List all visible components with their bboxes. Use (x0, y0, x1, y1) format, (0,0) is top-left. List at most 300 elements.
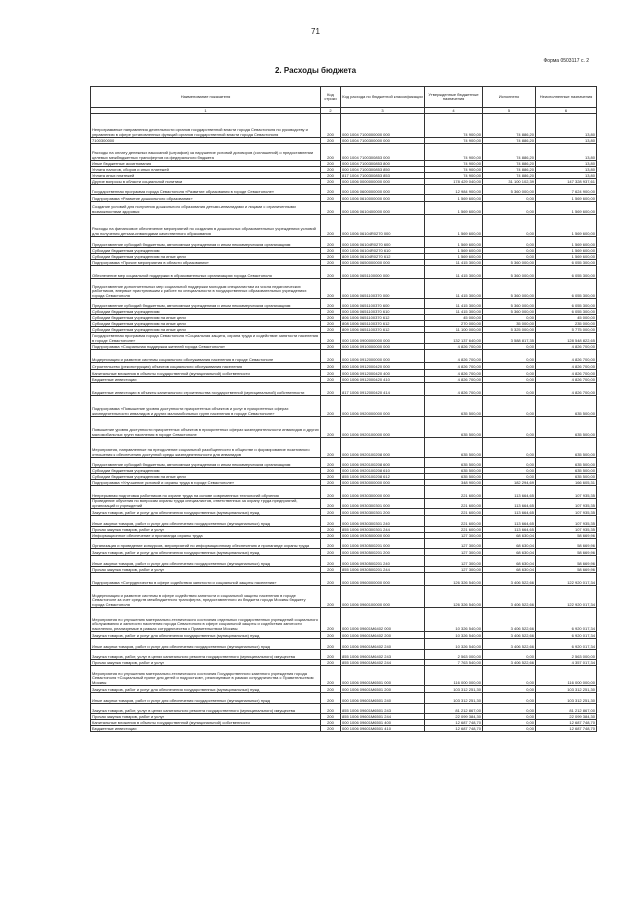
row-line-cell: 200 (321, 650, 341, 660)
row-unexecuted-cell: 1 569 600,00 (536, 215, 597, 237)
row-code-cell: 000 1006 0930300000 000 (341, 486, 425, 499)
row-line-cell: 200 (321, 299, 341, 309)
row-name-cell: Непрограммные направления деятельности органов государственной власти города Севастополя по руководству и управлению в сфере установленных функций органов государственной власти города Севастополя (91, 114, 321, 138)
row-unexecuted-cell: 58 669,96 (536, 567, 597, 573)
row-executed-cell: 0,00 (483, 438, 536, 458)
row-executed-cell: 113 664,65 (483, 499, 536, 509)
row-approved-cell: 10 326 540,00 (425, 608, 483, 632)
row-code-cell: 000 1006 09601М6501 000 (341, 666, 425, 686)
row-name-cell: Повышение уровня доступности приоритетных объектов в приоритетных сферах жизнедеятельности инвалидов и других маломобильных групп населения в городе Севастополе (91, 417, 321, 438)
row-approved-cell: 4 826 700,00 (425, 383, 483, 396)
row-unexecuted-cell: 635 500,00 (536, 396, 597, 417)
table-row (91, 383, 597, 396)
row-name-cell: Подпрограмма «Прочие мероприятия в области образования» (91, 260, 321, 266)
table-row (91, 417, 597, 438)
row-unexecuted-cell: 635 500,00 (536, 468, 597, 474)
row-name-cell: Капитальные вложения в объекты государственной (муниципальной) собственности (91, 370, 321, 377)
row-executed-cell: 74 886,20 (483, 138, 536, 144)
row-executed-cell: 5 360 000,00 (483, 185, 536, 195)
row-approved-cell: 126 326 540,00 (425, 586, 483, 608)
row-unexecuted-cell: 13,80 (536, 173, 597, 179)
row-code-cell: 000 1006 0930500000 000 (341, 533, 425, 539)
row-unexecuted-cell: 635 500,00 (536, 474, 597, 480)
row-name-cell: Расходы на финансовое обеспечение мероприятий по созданию в дошкольных образовательных учреждениях условий для получения детьми-инвалидами качественного образования (91, 215, 321, 237)
row-name-cell: Мероприятия по улучшению материально-технического состояния Государственного казенного учреждения города Севастополя «Социальный приют для детей и подростков», реализуемые в рамках сотрудничества с Правительством Москвы (91, 666, 321, 686)
row-unexecuted-cell: 5 775 000,00 (536, 327, 597, 333)
row-code-cell: 000 1006 0912000420 000 (341, 363, 425, 370)
row-name-cell: Подпрограмма «Развитие дошкольного образования» (91, 195, 321, 202)
row-line-cell: 200 (321, 138, 341, 144)
row-unexecuted-cell: 1 569 600,00 (536, 237, 597, 248)
row-executed-cell: 3 406 522,66 (483, 608, 536, 632)
header-unexecuted: Неисполненные назначения (536, 87, 597, 108)
row-code-cell: 000 1006 0651100000 000 (341, 266, 425, 279)
row-approved-cell: 1 569 600,00 (425, 254, 483, 260)
row-name-cell: Субсидии бюджетным учреждениям на иные цели (91, 474, 321, 480)
row-code-cell: 000 1006 09601М6501 240 (341, 693, 425, 704)
row-code-cell: 000 1006 06104R0270 600 (341, 237, 425, 248)
row-line-cell: 200 (321, 417, 341, 438)
row-approved-cell: 348 900,00 (425, 480, 483, 486)
row-code-cell: 000 1004 7100300853 000 (341, 144, 425, 161)
row-code-cell: 000 1006 06104R0270 000 (341, 215, 425, 237)
row-line-cell: 200 (321, 516, 341, 527)
column-number: 1 (91, 108, 321, 114)
column-number: 2 (321, 108, 341, 114)
table-row (91, 480, 597, 486)
expenses-table (90, 86, 597, 732)
row-code-cell: 000 1006 0960100000 000 (341, 586, 425, 608)
row-approved-cell: 127 300,00 (425, 556, 483, 567)
row-line-cell: 200 (321, 660, 341, 666)
row-code-cell: 000 1006 0930300301 240 (341, 516, 425, 527)
row-code-cell: 000 1006 0960000000 000 (341, 573, 425, 586)
row-executed-cell: 5 360 000,00 (483, 299, 536, 309)
row-executed-cell: 113 664,65 (483, 527, 536, 533)
row-line-cell: 200 (321, 173, 341, 179)
row-name-cell: Закупка товаров, работ и услуг для обеспечения государственных (муниципальных) нужд (91, 549, 321, 556)
row-unexecuted-cell: 6 055 300,00 (536, 309, 597, 315)
row-line-cell: 200 (321, 714, 341, 720)
row-code-cell: 817 1006 0912000420 414 (341, 383, 425, 396)
row-approved-cell: 74 900,00 (425, 138, 483, 144)
row-code-cell: 000 1006 06104R0270 610 (341, 248, 425, 254)
row-code-cell: 000 1006 0650000000 000 (341, 260, 425, 266)
row-approved-cell: 11 415 300,00 (425, 309, 483, 315)
row-approved-cell: 221 600,00 (425, 516, 483, 527)
table-row (91, 650, 597, 660)
table-row (91, 438, 597, 458)
table-row (91, 639, 597, 650)
table-row (91, 704, 597, 714)
row-approved-cell: 126 326 540,00 (425, 573, 483, 586)
row-approved-cell: 4 826 700,00 (425, 370, 483, 377)
row-name-cell: Прочая закупка товаров, работ и услуг (91, 714, 321, 720)
row-unexecuted-cell: 6 055 300,00 (536, 266, 597, 279)
row-line-cell: 200 (321, 202, 341, 215)
table-row (91, 195, 597, 202)
row-name-cell: Субсидии бюджетным учреждениям (91, 248, 321, 254)
row-approved-cell: 11 415 300,00 (425, 299, 483, 309)
row-executed-cell: 5 360 000,00 (483, 309, 536, 315)
row-approved-cell: 1 569 600,00 (425, 215, 483, 237)
row-unexecuted-cell: 13,80 (536, 161, 597, 167)
row-name-cell: Субсидии бюджетным учреждениям на иные цели (91, 327, 321, 333)
row-name-cell: Расходы на оплату денежных взысканий (штрафов) за нарушение условий договоров (соглашений) о предоставлении целевых межбюджетных трансфертов из федерального бюджета (91, 144, 321, 161)
header-budget-code: Код расхода по бюджетной классификации (341, 87, 425, 108)
row-name-cell: Закупка товаров, работ и услуг для обеспечения государственных (муниципальных) нужд (91, 632, 321, 639)
row-approved-cell: 635 500,00 (425, 396, 483, 417)
row-unexecuted-cell: 22 099 384,30 (536, 714, 597, 720)
row-code-cell: 855 1006 09601М6402 244 (341, 660, 425, 666)
row-line-cell: 200 (321, 608, 341, 632)
row-approved-cell: 103 312 251,30 (425, 693, 483, 704)
row-code-cell: 000 1006 0610000000 000 (341, 195, 425, 202)
row-line-cell: 200 (321, 185, 341, 195)
row-executed-cell: 3 588 817,35 (483, 333, 536, 344)
row-code-cell: 000 1006 09601М6402 000 (341, 608, 425, 632)
table-row (91, 573, 597, 586)
row-approved-cell: 635 500,00 (425, 458, 483, 468)
row-line-cell: 200 (321, 527, 341, 533)
header-line-code: Код строки (321, 87, 341, 108)
row-line-cell: 200 (321, 549, 341, 556)
row-approved-cell: 12 687 748,70 (425, 720, 483, 726)
row-executed-cell: 0,00 (483, 704, 536, 714)
row-approved-cell: 4 826 700,00 (425, 363, 483, 370)
table-row (91, 370, 597, 377)
row-name-cell: Прочая закупка товаров, работ и услуг (91, 660, 321, 666)
table-row (91, 686, 597, 693)
row-executed-cell: 74 886,20 (483, 161, 536, 167)
row-code-cell: 855 1006 0930300301 244 (341, 527, 425, 533)
row-executed-cell: 5 360 000,00 (483, 279, 536, 299)
row-unexecuted-cell: 103 312 251,30 (536, 693, 597, 704)
row-unexecuted-cell: 2 563 000,00 (536, 650, 597, 660)
row-executed-cell: 74 886,20 (483, 167, 536, 173)
row-unexecuted-cell: 13,80 (536, 144, 597, 161)
row-unexecuted-cell: 635 500,00 (536, 417, 597, 438)
row-unexecuted-cell: 7 624 900,00 (536, 185, 597, 195)
row-executed-cell: 74 886,20 (483, 173, 536, 179)
row-approved-cell: 10 326 540,00 (425, 632, 483, 639)
row-code-cell: 000 1006 09601М6501 400 (341, 720, 425, 726)
row-name-cell: Прочая закупка товаров, работ и услуг (91, 527, 321, 533)
row-line-cell: 200 (321, 167, 341, 173)
header-row (91, 87, 597, 108)
row-name-cell: Уплата налогов, сборов и иных платежей (91, 167, 321, 173)
table-row (91, 215, 597, 237)
row-executed-cell: 5 360 000,00 (483, 260, 536, 266)
row-approved-cell: 74 900,00 (425, 167, 483, 173)
row-approved-cell: 127 300,00 (425, 533, 483, 539)
row-approved-cell: 635 500,00 (425, 438, 483, 458)
column-number: 5 (483, 108, 536, 114)
row-line-cell: 200 (321, 539, 341, 549)
row-executed-cell: 3 406 522,66 (483, 573, 536, 586)
row-code-cell: 000 1006 0651100370 600 (341, 299, 425, 309)
row-code-cell: 000 1006 0920100208 000 (341, 438, 425, 458)
row-unexecuted-cell: 107 935,35 (536, 509, 597, 516)
row-name-cell: Информационное обеспечение и пропаганда охраны труда (91, 533, 321, 539)
row-code-cell: 000 1006 0930500201 000 (341, 539, 425, 549)
row-approved-cell: 74 900,00 (425, 144, 483, 161)
row-unexecuted-cell: 4 826 700,00 (536, 377, 597, 383)
row-unexecuted-cell: 122 920 017,34 (536, 586, 597, 608)
column-number: 4 (425, 108, 483, 114)
row-approved-cell: 178 429 040,00 (425, 179, 483, 185)
row-approved-cell: 132 137 640,00 (425, 333, 483, 344)
table-row (91, 167, 597, 173)
row-approved-cell: 221 600,00 (425, 509, 483, 516)
table-row (91, 321, 597, 327)
row-executed-cell: 0,00 (483, 377, 536, 383)
row-line-cell: 200 (321, 726, 341, 732)
row-code-cell: 855 1006 0920100208 612 (341, 474, 425, 480)
row-unexecuted-cell: 58 669,96 (536, 556, 597, 567)
row-executed-cell: 0,00 (483, 237, 536, 248)
row-line-cell: 200 (321, 458, 341, 468)
row-unexecuted-cell: 116 000 000,00 (536, 666, 597, 686)
row-name-cell: Подпрограмма «Повышение уровня доступности приоритетных объектов и услуг в приоритетных сферах жизнедеятельности инвалидов и других маломобильных групп населения в городе Севастополе» (91, 396, 321, 417)
row-line-cell: 200 (321, 509, 341, 516)
table-row (91, 458, 597, 468)
row-name-cell: Подпрограмма «Улучшение условий и охраны труда в городе Севастополе» (91, 480, 321, 486)
row-name-cell: Организация и проведение конкурсов, мероприятий по информационному обеспечению и пропаганде охраны труда (91, 539, 321, 549)
row-unexecuted-cell: 1 569 600,00 (536, 202, 597, 215)
row-code-cell: 000 1006 0900000000 000 (341, 333, 425, 344)
row-approved-cell: 81 212 867,00 (425, 704, 483, 714)
row-unexecuted-cell: 1 569 600,00 (536, 195, 597, 202)
row-code-cell: 000 1006 0910000000 000 (341, 344, 425, 350)
row-name-cell: Другие вопросы в области социальной политики (91, 179, 321, 185)
table-row (91, 185, 597, 195)
row-executed-cell: 35 000,00 (483, 321, 536, 327)
row-line-cell: 200 (321, 321, 341, 327)
row-code-cell: 855 1006 09601М6501 244 (341, 714, 425, 720)
header-approved: Утвержденные бюджетные назначения (425, 87, 483, 108)
row-line-cell: 200 (321, 686, 341, 693)
row-name-cell: Предоставление субсидий бюджетным, автономным учреждениям и иным некоммерческим организациям (91, 458, 321, 468)
row-approved-cell: 103 312 251,30 (425, 686, 483, 693)
row-approved-cell: 4 826 700,00 (425, 344, 483, 350)
row-code-cell: 000 1006 0930500201 240 (341, 556, 425, 567)
row-code-cell: 000 1004 7100000000 000 (341, 114, 425, 138)
row-approved-cell: 12 687 748,70 (425, 726, 483, 732)
table-row (91, 666, 597, 686)
table-row (91, 363, 597, 370)
row-code-cell: 000 1004 7100300853 800 (341, 161, 425, 167)
row-approved-cell: 74 900,00 (425, 114, 483, 138)
row-executed-cell: 0,00 (483, 350, 536, 363)
table-row (91, 556, 597, 567)
row-line-cell: 200 (321, 704, 341, 714)
row-executed-cell: 3 406 522,66 (483, 639, 536, 650)
row-executed-cell: 0,00 (483, 474, 536, 480)
row-code-cell: 000 1006 0920100208 610 (341, 468, 425, 474)
page-number: 71 (311, 27, 320, 36)
row-executed-cell: 68 630,04 (483, 556, 536, 567)
row-executed-cell: 0,00 (483, 215, 536, 237)
row-line-cell: 200 (321, 370, 341, 377)
row-line-cell: 200 (321, 383, 341, 396)
row-approved-cell: 127 300,00 (425, 549, 483, 556)
row-code-cell: 000 1006 0930300301 000 (341, 499, 425, 509)
row-executed-cell: 68 630,04 (483, 549, 536, 556)
row-executed-cell: 0,00 (483, 686, 536, 693)
row-executed-cell: 0,00 (483, 458, 536, 468)
row-unexecuted-cell: 6 055 300,00 (536, 279, 597, 299)
row-unexecuted-cell: 13,80 (536, 167, 597, 173)
row-unexecuted-cell: 58 669,96 (536, 549, 597, 556)
row-code-cell: 855 1006 09601М6501 243 (341, 704, 425, 714)
row-name-cell: Подпрограмма «Социальная поддержка жителей города Севастополя» (91, 344, 321, 350)
row-name-cell: Прочая закупка товаров, работ и услуг (91, 567, 321, 573)
row-unexecuted-cell: 58 669,96 (536, 533, 597, 539)
row-line-cell: 200 (321, 309, 341, 315)
row-line-cell: 200 (321, 438, 341, 458)
row-line-cell: 200 (321, 480, 341, 486)
row-approved-cell: 74 900,00 (425, 173, 483, 179)
row-approved-cell: 45 000,00 (425, 315, 483, 321)
row-name-cell: Мероприятия, направленные на преодоление социальной разобщенности в обществе и формирование позитивного отношения к обеспечению доступной среды жизнедеятельности для инвалидов (91, 438, 321, 458)
row-unexecuted-cell: 107 935,35 (536, 516, 597, 527)
row-code-cell: 000 1006 09601М6501 200 (341, 686, 425, 693)
header-executed: Исполнено (483, 87, 536, 108)
row-executed-cell: 74 886,20 (483, 144, 536, 161)
row-approved-cell: 12 984 900,00 (425, 185, 483, 195)
row-code-cell: 000 1006 0912000420 410 (341, 377, 425, 383)
row-executed-cell: 0,00 (483, 370, 536, 377)
row-line-cell: 200 (321, 195, 341, 202)
row-line-cell: 200 (321, 639, 341, 650)
form-code: Форма 0503117 с. 2 (543, 58, 589, 64)
row-name-cell: Бюджетные инвестиции в объекты капитального строительства государственной (муниципальной) собственности (91, 383, 321, 396)
row-code-cell: 000 1006 0912000420 400 (341, 370, 425, 377)
row-code-cell: 855 1006 0930500201 244 (341, 567, 425, 573)
table-row (91, 486, 597, 499)
row-code-cell: 000 1006 0912000000 000 (341, 350, 425, 363)
row-name-cell: Закупка товаров, работ и услуг для обеспечения государственных (муниципальных) нужд (91, 686, 321, 693)
row-line-cell: 200 (321, 333, 341, 344)
table-row (91, 144, 597, 161)
row-line-cell: 200 (321, 248, 341, 254)
row-code-cell: 000 1006 0600000000 000 (341, 185, 425, 195)
row-code-cell: 000 1006 0920100000 000 (341, 417, 425, 438)
table-row (91, 350, 597, 363)
row-name-cell: Мероприятия по улучшению материально-технического состояния отдельных государственных учреждений социального обслуживания и занятости населения города Севастополя в сфере социальной защиты и содействия занятости населения, реализуемые в рамках сотрудничества с Правительством Москвы (91, 608, 321, 632)
row-unexecuted-cell: 58 669,96 (536, 539, 597, 549)
row-name-cell: Государственная программа города Севастополя «Социальная защита, охрана труда и содействие занятости населения в городе Севастополе» (91, 333, 321, 344)
row-unexecuted-cell: 4 357 017,34 (536, 660, 597, 666)
row-executed-cell: 68 630,04 (483, 567, 536, 573)
row-executed-cell: 31 100 102,39 (483, 179, 536, 185)
table-row (91, 114, 597, 138)
row-code-cell: 817 1004 7100300853 853 (341, 173, 425, 179)
row-code-cell: 000 1006 0930300301 200 (341, 509, 425, 516)
row-approved-cell: 11 100 000,00 (425, 327, 483, 333)
row-executed-cell: 3 406 522,66 (483, 586, 536, 608)
table-row (91, 499, 597, 509)
row-unexecuted-cell: 4 826 700,00 (536, 370, 597, 377)
row-executed-cell: 3 406 522,66 (483, 632, 536, 639)
row-code-cell: 000 1006 0651100370 000 (341, 279, 425, 299)
row-approved-cell: 1 569 600,00 (425, 195, 483, 202)
row-approved-cell: 221 600,00 (425, 499, 483, 509)
row-code-cell: 000 1004 7100300000 000 (341, 138, 425, 144)
table-row (91, 260, 597, 266)
page-title: 2. Расходы бюджета (274, 66, 357, 75)
row-unexecuted-cell: 635 500,00 (536, 438, 597, 458)
column-number: 6 (536, 108, 597, 114)
row-name-cell: Закупка товаров, работ и услуг для обеспечения государственных (муниципальных) нужд (91, 509, 321, 516)
row-code-cell: 000 1004 7100300853 850 (341, 167, 425, 173)
row-approved-cell: 221 600,00 (425, 527, 483, 533)
row-line-cell: 200 (321, 377, 341, 383)
header-name: Наименование показателя (91, 87, 321, 108)
row-line-cell: 200 (321, 144, 341, 161)
row-line-cell: 200 (321, 720, 341, 726)
row-name-cell: Предоставление субсидий бюджетным, автономным учреждениям и иным некоммерческим организациям (91, 237, 321, 248)
row-name-cell: Субсидии бюджетным учреждениям (91, 468, 321, 474)
row-name-cell: Создание условий для получения дошкольного образования детьми-инвалидами и лицами с ограниченными возможностями здоровья (91, 202, 321, 215)
row-code-cell: 808 1006 0651100370 612 (341, 321, 425, 327)
row-name-cell: Уплата иных платежей (91, 173, 321, 179)
row-unexecuted-cell: 147 328 937,61 (536, 179, 597, 185)
row-unexecuted-cell: 107 935,35 (536, 486, 597, 499)
row-line-cell: 200 (321, 474, 341, 480)
row-line-cell: 200 (321, 556, 341, 567)
row-unexecuted-cell: 13,80 (536, 114, 597, 138)
row-unexecuted-cell: 635 500,00 (536, 458, 597, 468)
row-line-cell: 200 (321, 363, 341, 370)
row-approved-cell: 127 300,00 (425, 539, 483, 549)
row-executed-cell: 0,00 (483, 254, 536, 260)
row-name-cell: Непрерывная подготовка работников по охране труда на основе современных технологий обучения (91, 486, 321, 499)
row-unexecuted-cell: 4 826 700,00 (536, 350, 597, 363)
row-code-cell: 806 1006 0651100370 612 (341, 315, 425, 321)
row-name-cell: Иные закупки товаров, работ и услуг для обеспечения государственных (муниципальных) нужд (91, 639, 321, 650)
row-unexecuted-cell: 4 826 700,00 (536, 363, 597, 370)
row-executed-cell: 0,00 (483, 468, 536, 474)
row-line-cell: 200 (321, 396, 341, 417)
table-row (91, 693, 597, 704)
row-code-cell: 000 1006 0920000000 000 (341, 396, 425, 417)
row-unexecuted-cell: 128 548 822,65 (536, 333, 597, 344)
row-approved-cell: 74 900,00 (425, 161, 483, 167)
row-name-cell: Иные закупки товаров, работ и услуг для обеспечения государственных (муниципальных) нужд (91, 556, 321, 567)
row-line-cell: 200 (321, 237, 341, 248)
row-line-cell: 200 (321, 266, 341, 279)
row-name-cell: Обеспечение мер социальной поддержки в образовательных организациях города Севастополя (91, 266, 321, 279)
row-line-cell: 200 (321, 666, 341, 686)
row-approved-cell: 270 000,00 (425, 321, 483, 327)
row-name-cell: Проведение обучения по вопросам охраны труда специалистов, ответственных за охрану труда предприятий, организаций и учреждений (91, 499, 321, 509)
row-name-cell: Иные закупки товаров, работ и услуг для обеспечения государственных (муниципальных) нужд (91, 693, 321, 704)
row-name-cell: 7100300000 (91, 138, 321, 144)
row-approved-cell: 10 326 540,00 (425, 639, 483, 650)
row-code-cell: 000 1006 09601М6402 240 (341, 639, 425, 650)
table-row (91, 632, 597, 639)
column-number: 3 (341, 108, 425, 114)
table-row (91, 726, 597, 732)
row-approved-cell: 2 563 000,00 (425, 650, 483, 660)
row-line-cell: 200 (321, 254, 341, 260)
row-approved-cell: 635 500,00 (425, 474, 483, 480)
row-line-cell: 200 (321, 215, 341, 237)
row-approved-cell: 116 000 000,00 (425, 666, 483, 686)
table-row (91, 279, 597, 299)
